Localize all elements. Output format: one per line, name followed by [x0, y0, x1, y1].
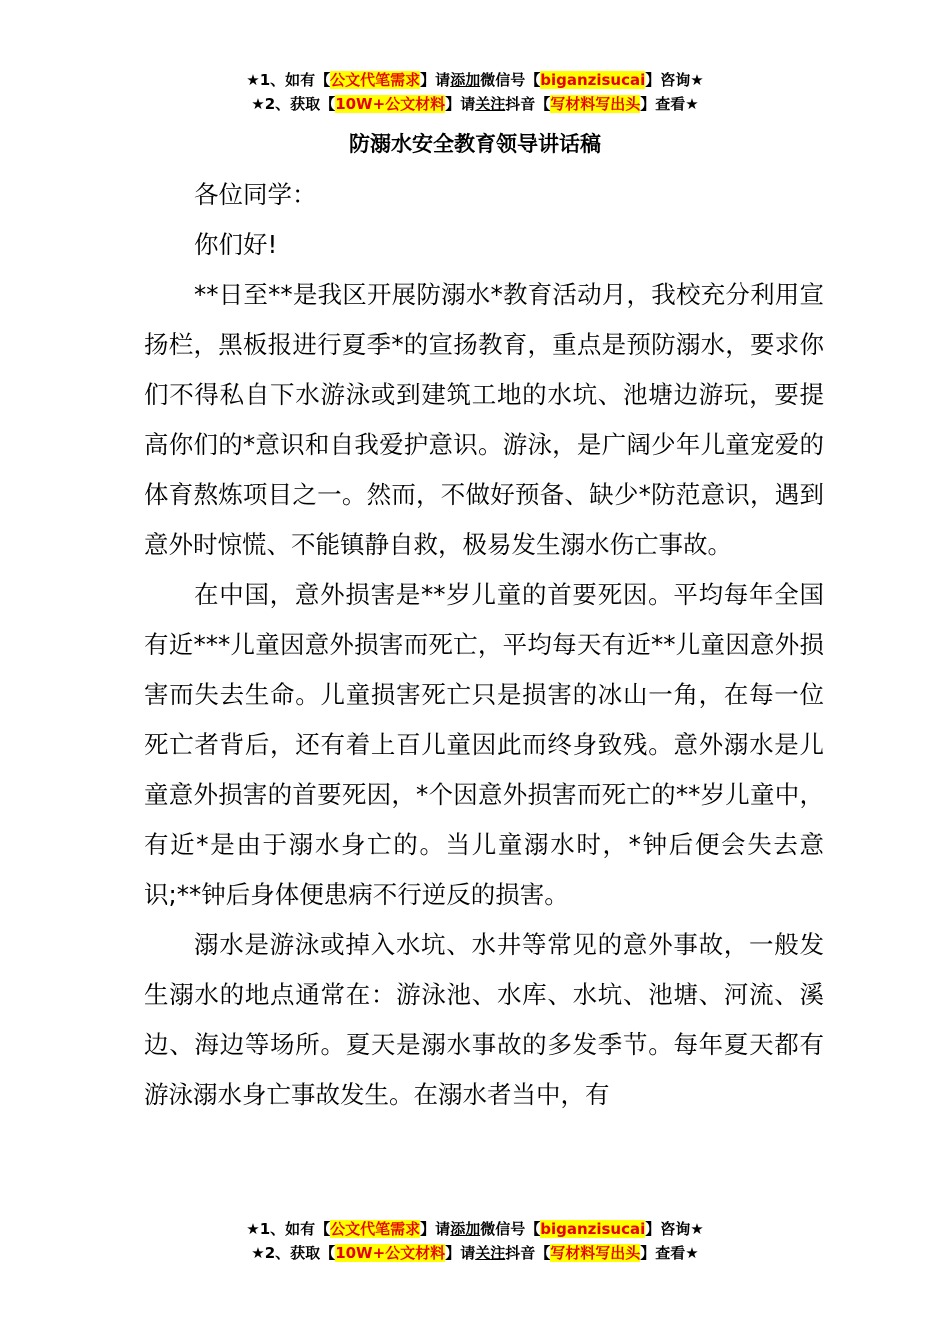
- highlight-service: 公文代笔需求: [330, 1220, 421, 1238]
- body-paragraph: 在中国，意外损害是**岁儿童的首要死因。平均每年全国有近***儿童因意外损害而死亡，平均每天有近**儿童因意外损害而失去生命。儿童损害死亡只是损害的冰山一角，在每一位死亡者背后，还有着上百儿童因此而终身致残。意外溺水是儿童意外损害的首要死因，*个因意外损害而死亡的**岁儿童中，有近*是由于溺水身亡的。当儿童溺水时，*钟后便会失去意识;**钟后身体便患病不行逆反的损害。: [144, 580, 824, 909]
- banner-text: 】请: [445, 95, 476, 113]
- greeting: 你们好!: [194, 230, 278, 259]
- banner-text: 抖音【: [505, 1244, 551, 1262]
- banner-text: 】查看★: [640, 1244, 699, 1262]
- banner-text: ★1、如有【: [246, 1220, 331, 1238]
- salutation: 各位同学：: [194, 180, 317, 209]
- highlight-douyin: 写材料写出头: [550, 95, 641, 113]
- banner-text: 】咨询★: [645, 71, 704, 89]
- highlight-douyin: 写材料写出头: [550, 1244, 641, 1262]
- banner-line-2: [0, 1241, 950, 1265]
- body-paragraph: **日至**是我区开展防溺水*教育活动月，我校充分利用宣扬栏，黑板报进行夏季*的宣扬教育，重点是预防溺水，要求你们不得私自下水游泳或到建筑工地的水坑、池塘边游玩，要提高你们的*意识和自我爱护意识。游泳，是广阔少年儿童宠爱的体育熬炼项目之一。然而，不做好预备、缺少*防范意识，遇到意外时惊慌、不能镇静自救，极易发生溺水伤亡事故。: [144, 280, 824, 559]
- banner-text: ★2、获取【: [251, 95, 336, 113]
- document-body: [144, 170, 824, 1120]
- banner-line-1: [0, 68, 950, 92]
- banner-text: 】咨询★: [645, 1220, 704, 1238]
- underlined-word: 添加: [450, 1220, 481, 1238]
- banner-text: ★1、如有【: [246, 71, 331, 89]
- banner-text: 】查看★: [640, 95, 699, 113]
- header-banner: [0, 68, 950, 116]
- underlined-word: 关注: [475, 95, 506, 113]
- highlight-service: 公文代笔需求: [330, 71, 421, 89]
- highlight-materials: 10W+公文材料: [335, 1244, 446, 1262]
- banner-text: 】请: [445, 1244, 476, 1262]
- body-paragraph: 溺水是游泳或掉入水坑、水井等常见的意外事故，一般发生溺水的地点通常在：游泳池、水库、水坑、池塘、河流、溪边、海边等场所。夏天是溺水事故的多发季节。每年夏天都有游泳溺水身亡事故发生。在溺水者当中，有: [144, 930, 824, 1109]
- banner-text: 微信号【: [480, 71, 541, 89]
- highlight-wechat-id: biganzisucai: [540, 1220, 646, 1238]
- document-title: 防溺水安全教育领导讲话稿: [349, 132, 601, 156]
- banner-line-2: [0, 92, 950, 116]
- banner-text: 】请: [420, 1220, 451, 1238]
- footer-banner: [0, 1217, 950, 1265]
- highlight-wechat-id: biganzisucai: [540, 71, 646, 89]
- highlight-materials: 10W+公文材料: [335, 95, 446, 113]
- underlined-word: 关注: [475, 1244, 506, 1262]
- banner-text: 微信号【: [480, 1220, 541, 1238]
- banner-text: ★2、获取【: [251, 1244, 336, 1262]
- banner-text: 】请: [420, 71, 451, 89]
- underlined-word: 添加: [450, 71, 481, 89]
- banner-line-1: [0, 1217, 950, 1241]
- banner-text: 抖音【: [505, 95, 551, 113]
